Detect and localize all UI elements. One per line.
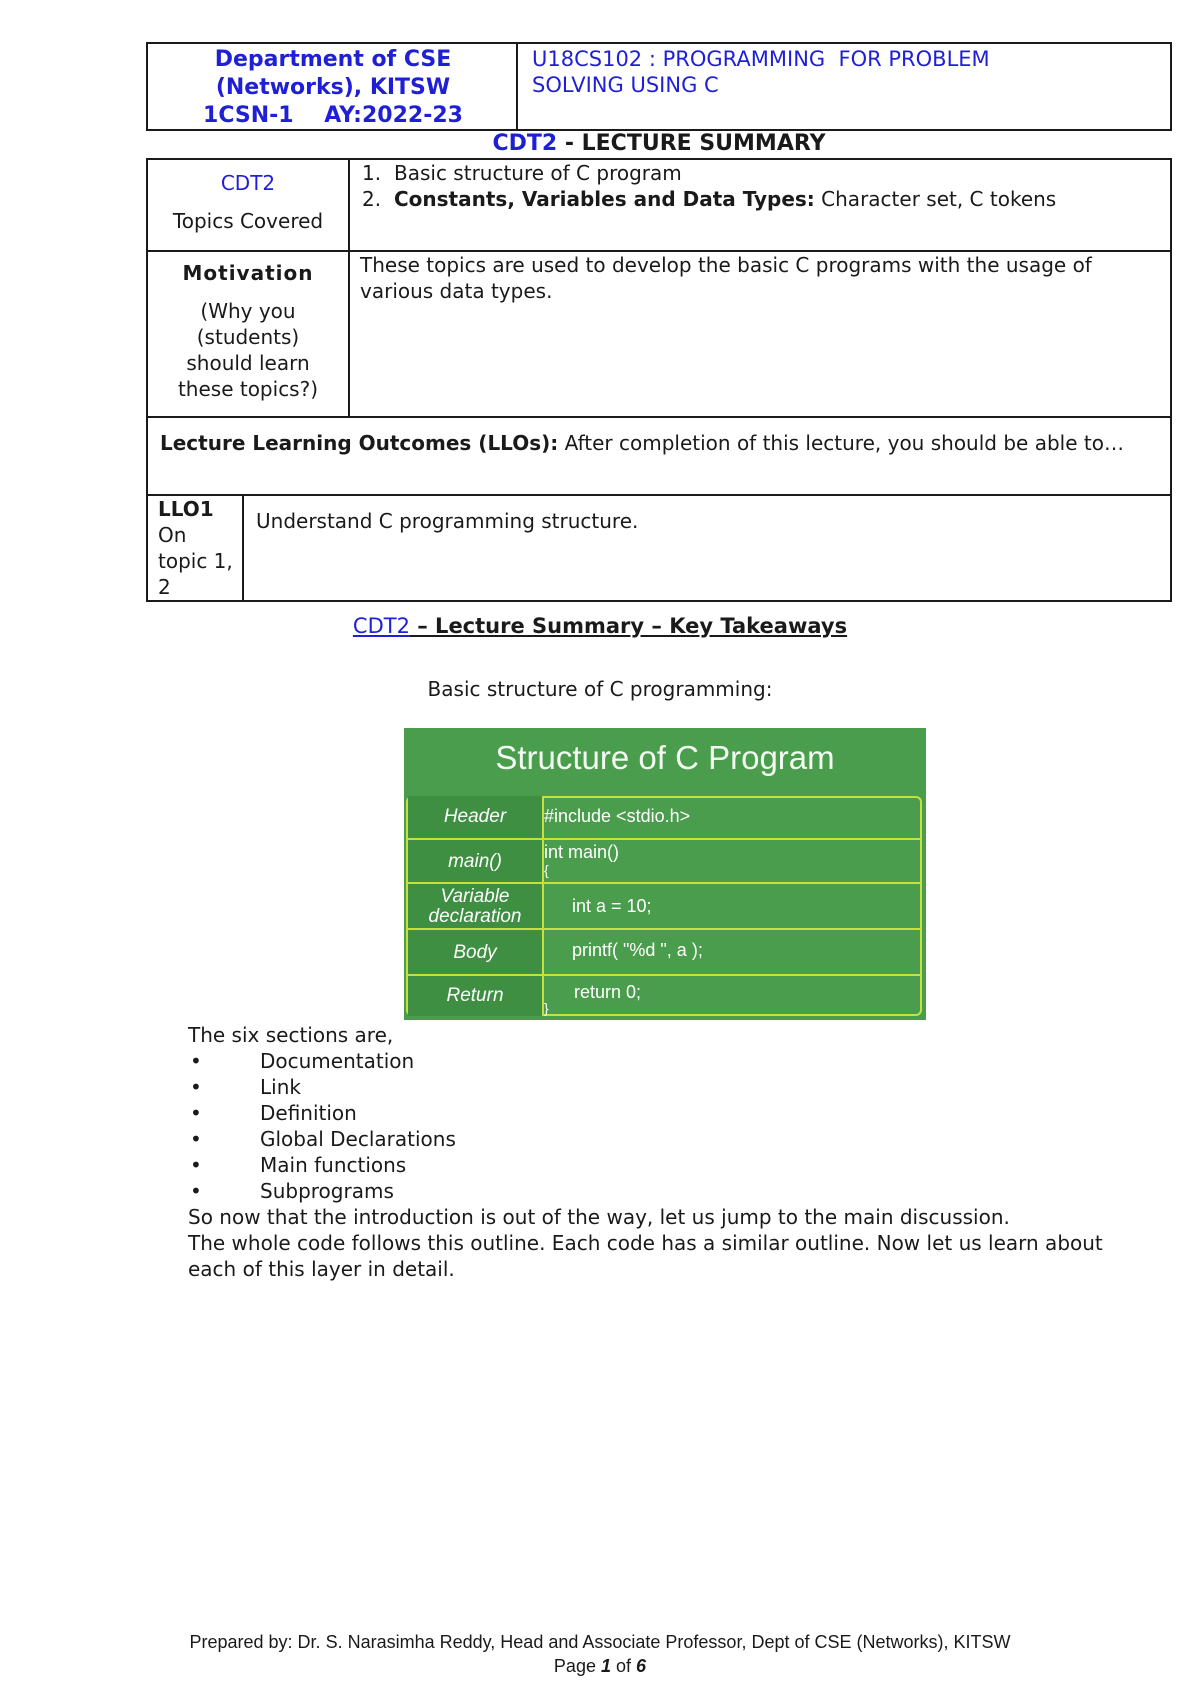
key-takeaways-title bbox=[0, 612, 1200, 640]
bullet-icon: • bbox=[190, 1179, 202, 1203]
sections-paragraph-1: So now that the introduction is out of the way, let us jump to the main discussion. bbox=[188, 1205, 1010, 1229]
topics-label: Topics Covered bbox=[172, 209, 324, 233]
department-block bbox=[148, 44, 518, 130]
diagram-table bbox=[406, 796, 922, 1016]
topic-text: Basic structure of C program bbox=[394, 161, 682, 185]
bullet-icon: • bbox=[190, 1049, 202, 1073]
section-text: Documentation bbox=[260, 1049, 415, 1073]
topics-label-cell bbox=[148, 170, 348, 234]
section-text: Definition bbox=[260, 1101, 357, 1125]
topic-number: 1. bbox=[362, 161, 382, 185]
c-program-structure-diagram bbox=[404, 728, 926, 1020]
llo-header-bold: Lecture Learning Outcomes (LLOs): bbox=[160, 431, 559, 455]
diagram-code: int main() bbox=[544, 842, 620, 862]
llo-header-text: After completion of this lecture, you should be able to… bbox=[558, 431, 1124, 455]
diagram-code: #include <stdio.h> bbox=[544, 806, 691, 826]
diagram-close-brace: } bbox=[544, 1000, 549, 1016]
llo1-label-cell bbox=[158, 496, 238, 600]
diagram-row-main bbox=[408, 838, 920, 884]
department-line-3: 1CSN-1 AY:2022-23 bbox=[203, 103, 463, 128]
topic-number: 2. bbox=[362, 187, 382, 211]
diagram-label: main() bbox=[408, 840, 542, 884]
llo-header bbox=[160, 430, 1160, 456]
column-divider bbox=[348, 160, 350, 416]
header-box bbox=[146, 42, 1172, 131]
bullet-icon: • bbox=[190, 1127, 202, 1151]
section-item bbox=[188, 1074, 1128, 1100]
diagram-code: return 0; bbox=[574, 982, 642, 1002]
lecture-summary-title bbox=[146, 130, 1172, 158]
column-divider bbox=[242, 494, 244, 600]
department-line-1: Department of CSE bbox=[214, 47, 452, 72]
llo1-text: Understand C programming structure. bbox=[256, 509, 639, 533]
summary-title-rest: - LECTURE SUMMARY bbox=[557, 131, 826, 156]
motivation-label: Motivation bbox=[182, 261, 314, 285]
topic-item bbox=[360, 186, 1160, 212]
diagram-label: Body bbox=[408, 930, 542, 976]
page-word: Page bbox=[553, 1656, 596, 1676]
summary-title-code: CDT2 bbox=[492, 131, 558, 156]
topics-list-cell bbox=[360, 160, 1160, 212]
topics-list bbox=[360, 160, 1160, 212]
row-divider bbox=[148, 494, 1170, 496]
of-word: of bbox=[616, 1656, 632, 1676]
bullet-icon: • bbox=[190, 1153, 202, 1177]
diagram-label: Header bbox=[408, 796, 542, 838]
diagram-code: int a = 10; bbox=[572, 896, 652, 916]
topic-item bbox=[360, 160, 1160, 186]
diagram-row-body bbox=[408, 928, 920, 976]
header-divider bbox=[516, 44, 518, 129]
course-block bbox=[532, 46, 1162, 98]
lecture-info-table bbox=[146, 158, 1172, 602]
bullet-icon: • bbox=[190, 1075, 202, 1099]
course-line-2: SOLVING USING C bbox=[532, 73, 719, 97]
department-line-2: (Networks), KITSW bbox=[215, 75, 451, 100]
diagram-label: Variable declaration bbox=[408, 884, 542, 930]
page-footer bbox=[0, 1630, 1200, 1678]
motivation-text: These topics are used to develop the basic C programs with the usage of various data types. bbox=[360, 253, 1092, 303]
bullet-icon: • bbox=[190, 1101, 202, 1125]
page-current: 1 bbox=[600, 1656, 611, 1676]
llo1-topic: On topic 1, 2 bbox=[158, 523, 233, 599]
section-item bbox=[188, 1126, 1128, 1152]
section-text: Link bbox=[260, 1075, 301, 1099]
section-item bbox=[188, 1178, 1128, 1204]
topic-bold: Constants, Variables and Data Types: bbox=[394, 187, 815, 211]
diagram-open-brace: { bbox=[544, 862, 549, 878]
sections-paragraph-2: The whole code follows this outline. Each code has a similar outline. Now let us learn about each of this layer in detail. bbox=[188, 1231, 1103, 1281]
diagram-label: Return bbox=[408, 976, 542, 1016]
row-divider bbox=[148, 416, 1170, 418]
diagram-title: Structure of C Program bbox=[495, 739, 835, 776]
page-number bbox=[0, 1654, 1200, 1678]
topics-code: CDT2 bbox=[220, 171, 276, 195]
topic-text: Character set, C tokens bbox=[814, 187, 1057, 211]
motivation-label-cell bbox=[162, 260, 334, 402]
section-item bbox=[188, 1152, 1128, 1178]
motivation-subtext: (Why you (students) should learn these topics?) bbox=[177, 299, 319, 401]
section-text: Main functions bbox=[260, 1153, 407, 1177]
key-takeaways-code: CDT2 bbox=[352, 614, 410, 638]
section-text: Global Declarations bbox=[260, 1127, 456, 1151]
section-item bbox=[188, 1100, 1128, 1126]
page-total: 6 bbox=[636, 1656, 647, 1676]
diagram-row-header bbox=[408, 796, 920, 838]
course-line-1: U18CS102 : PROGRAMMING FOR PROBLEM bbox=[532, 47, 990, 71]
basic-structure-caption: Basic structure of C programming: bbox=[427, 677, 773, 701]
llo1-code: LLO1 bbox=[158, 497, 214, 521]
diagram-row-variable bbox=[408, 882, 920, 930]
section-text: Subprograms bbox=[260, 1179, 394, 1203]
key-takeaways-rest: – Lecture Summary – Key Takeaways bbox=[409, 614, 848, 638]
diagram-code: printf( "%d ", a ); bbox=[572, 940, 703, 960]
prepared-by: Prepared by: Dr. S. Narasimha Reddy, Head and Associate Professor, Dept of CSE (Networks), KITSW bbox=[189, 1632, 1011, 1652]
sections-block bbox=[188, 1022, 1128, 1282]
diagram-row-return bbox=[408, 974, 920, 1016]
sections-intro: The six sections are, bbox=[188, 1023, 394, 1047]
section-item bbox=[188, 1048, 1128, 1074]
